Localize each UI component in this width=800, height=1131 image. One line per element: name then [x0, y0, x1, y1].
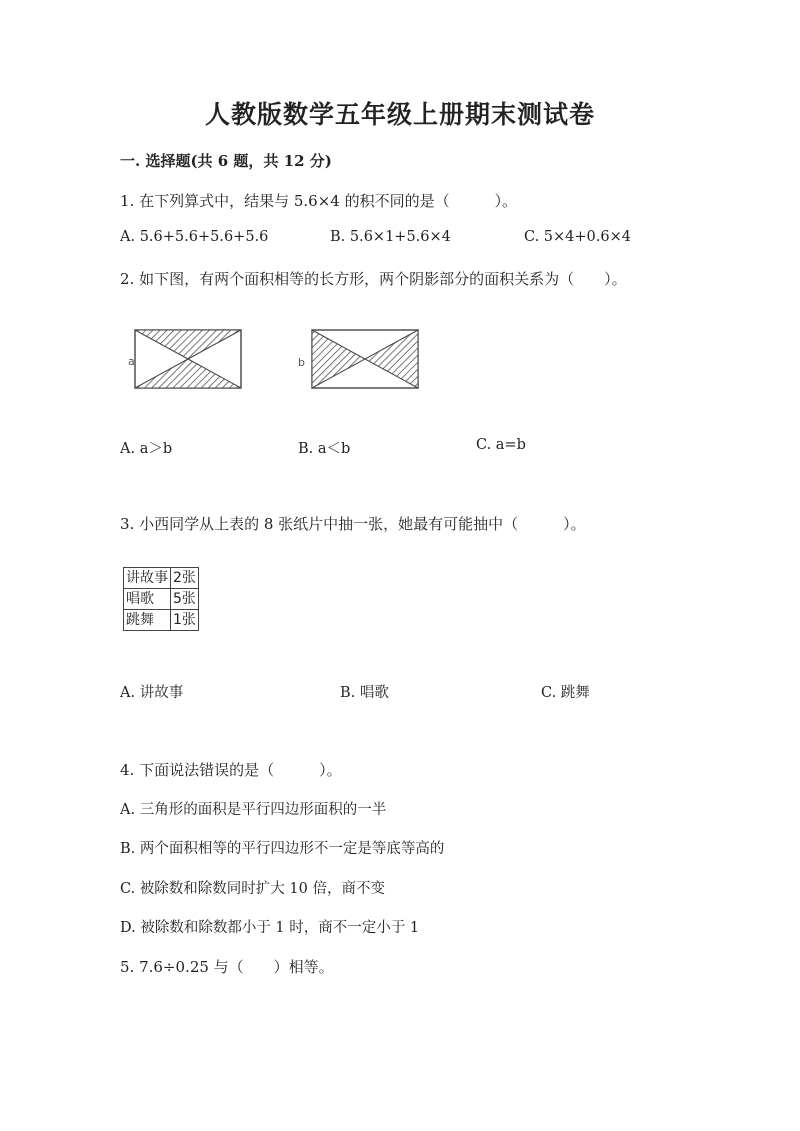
question-4-text: 4. 下面说法错误的是（ ）。: [120, 761, 342, 779]
question-2-option-b[interactable]: B. a＜b: [298, 441, 351, 457]
section-heading: 一. 选择题(共 6 题，共 12 分): [120, 152, 332, 170]
question-4-option-d[interactable]: D. 被除数和除数都小于 1 时，商不一定小于 1: [120, 920, 420, 936]
rectangle-b: [312, 330, 418, 388]
table-row: [124, 610, 199, 631]
question-4-option-a[interactable]: A. 三角形的面积是平行四边形面积的一半: [120, 802, 387, 818]
page-title: 人教版数学五年级上册期末测试卷: [204, 100, 595, 129]
question-2-option-a[interactable]: A. a＞b: [120, 441, 173, 457]
tally-table: [123, 567, 199, 631]
rectangles-figure: [120, 320, 430, 400]
question-2-text: 2. 如下图，有两个面积相等的长方形，两个阴影部分的面积关系为（ ）。: [120, 270, 627, 288]
question-5-text: 5. 7.6÷0.25 与（ ）相等。: [120, 958, 334, 976]
table-row: [124, 589, 199, 610]
figure-label-a: a: [128, 355, 135, 368]
question-3-text: 3. 小西同学从上表的 8 张纸片中抽一张，她最有可能抽中（ ）。: [120, 515, 586, 533]
table-row: [124, 568, 199, 589]
table-cell-activity: 唱歌: [124, 589, 171, 610]
question-2-option-c[interactable]: C. a=b: [476, 437, 526, 453]
question-1-option-c[interactable]: C. 5×4+0.6×4: [524, 229, 631, 245]
table-cell-count: 1张: [171, 610, 199, 631]
rectangle-a: [135, 330, 241, 388]
table-cell-activity: 讲故事: [124, 568, 171, 589]
question-1-option-b[interactable]: B. 5.6×1+5.6×4: [330, 229, 451, 245]
question-3-option-c[interactable]: C. 跳舞: [541, 685, 590, 701]
question-3-option-a[interactable]: A. 讲故事: [120, 685, 184, 701]
figure-label-b: b: [298, 356, 305, 369]
table-cell-count: 5张: [171, 589, 199, 610]
question-3-option-b[interactable]: B. 唱歌: [340, 685, 389, 701]
table-cell-count: 2张: [171, 568, 199, 589]
question-1-text: 1. 在下列算式中，结果与 5.6×4 的积不同的是（ ）。: [120, 192, 518, 210]
question-4-option-b[interactable]: B. 两个面积相等的平行四边形不一定是等底等高的: [120, 841, 445, 857]
question-4-option-c[interactable]: C. 被除数和除数同时扩大 10 倍，商不变: [120, 881, 385, 897]
table-cell-activity: 跳舞: [124, 610, 171, 631]
question-1-option-a[interactable]: A. 5.6+5.6+5.6+5.6: [120, 229, 269, 245]
